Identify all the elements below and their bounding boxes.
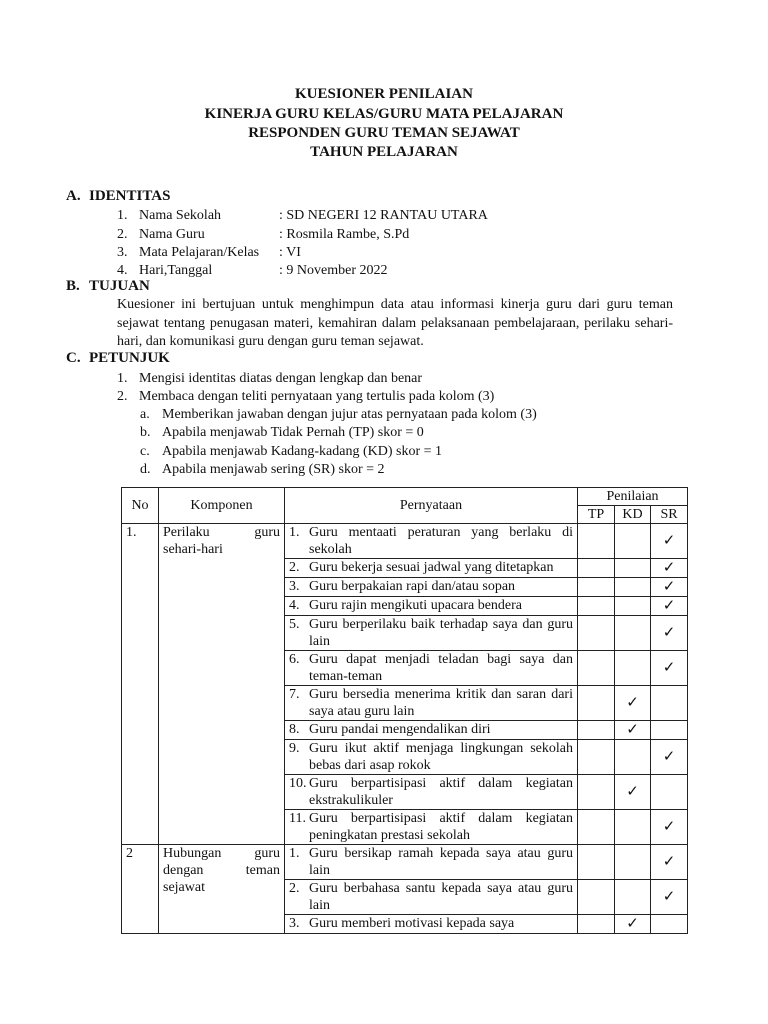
statement-text: Guru berpartisipasi aktif dalam kegiatan ekstrakulikuler	[309, 776, 573, 808]
score-cell-kd[interactable]	[615, 880, 651, 915]
pernyataan-cell	[285, 686, 578, 721]
score-cell-sr[interactable]	[651, 651, 688, 686]
petunjuk-item: 2. Membaca dengan teliti pernyataan yang tertulis pada kolom (3)	[117, 389, 495, 404]
statement-number: 9.	[289, 741, 300, 756]
score-cell-kd[interactable]	[615, 597, 651, 616]
score-cell-sr[interactable]	[651, 616, 688, 651]
doc-title-line-2: KINERJA GURU KELAS/GURU MATA PELAJARAN	[204, 106, 564, 122]
questionnaire-body	[122, 524, 688, 934]
score-cell-tp[interactable]	[578, 721, 615, 740]
score-cell-tp[interactable]	[578, 686, 615, 721]
statement-number: 3.	[289, 579, 300, 594]
score-cell-kd[interactable]	[615, 915, 651, 934]
identitas-item: 4. Hari,Tanggal : 9 November 2022	[117, 263, 388, 278]
score-cell-kd[interactable]	[615, 616, 651, 651]
score-cell-tp[interactable]	[578, 597, 615, 616]
statement-text: Guru memberi motivasi kepada saya	[309, 916, 515, 931]
score-cell-sr[interactable]	[651, 845, 688, 880]
statement-text: Guru bekerja sesuai jadwal yang ditetapkan	[309, 560, 554, 575]
checkmark-icon: ✓	[662, 747, 676, 765]
petunjuk-item: 1. Mengisi identitas diatas dengan lengkap dan benar	[117, 371, 423, 386]
pernyataan-cell	[285, 880, 578, 915]
statement-text: Guru mentaati peraturan yang berlaku di sekolah	[309, 525, 573, 557]
statement-text: Guru pandai mengendalikan diri	[309, 722, 491, 737]
statement-text: Guru berpartisipasi aktif dalam kegiatan peningkatan prestasi sekolah	[309, 811, 573, 843]
score-cell-tp[interactable]	[578, 740, 615, 775]
identitas-item: 2. Nama Guru : Rosmila Rambe, S.Pd	[117, 227, 410, 242]
score-cell-tp[interactable]	[578, 810, 615, 845]
doc-title-line-1: KUESIONER PENILAIAN	[295, 86, 473, 102]
pernyataan-cell	[285, 578, 578, 597]
header-no: No	[122, 488, 159, 524]
statement-number: 8.	[289, 722, 300, 737]
statement-text: Guru berbahasa santu kepada saya atau guru lain	[309, 881, 573, 913]
score-cell-tp[interactable]	[578, 845, 615, 880]
checkmark-icon: ✓	[662, 558, 676, 576]
score-cell-sr[interactable]	[651, 578, 688, 597]
statement-text: Guru rajin mengikuti upacara bendera	[309, 598, 523, 613]
petunjuk-subitem: a. Memberikan jawaban dengan jujur atas pernyataan pada kolom (3)	[140, 407, 537, 422]
score-cell-sr[interactable]	[651, 775, 688, 810]
checkmark-icon: ✓	[626, 782, 639, 800]
statement-number: 4.	[289, 598, 300, 613]
pernyataan-cell	[285, 616, 578, 651]
pernyataan-cell	[285, 524, 578, 559]
score-cell-kd[interactable]	[615, 651, 651, 686]
statement-number: 5.	[289, 617, 300, 632]
score-cell-sr[interactable]	[651, 810, 688, 845]
score-cell-kd[interactable]	[615, 578, 651, 597]
pernyataan-cell	[285, 721, 578, 740]
statement-number: 10.	[289, 776, 307, 791]
pernyataan-cell	[285, 651, 578, 686]
petunjuk-subitem: c. Apabila menjawab Kadang-kadang (KD) skor = 1	[140, 444, 443, 459]
pernyataan-cell	[285, 740, 578, 775]
komponen-cell: Hubungan guru dengan teman sejawat	[159, 845, 285, 934]
checkmark-icon: ✓	[662, 852, 676, 870]
score-cell-tp[interactable]	[578, 616, 615, 651]
checkmark-icon: ✓	[662, 596, 676, 614]
pernyataan-cell	[285, 915, 578, 934]
score-cell-sr[interactable]	[651, 740, 688, 775]
checkmark-icon: ✓	[662, 658, 676, 676]
statement-number: 2.	[289, 560, 300, 575]
row-number: 2	[122, 845, 159, 934]
score-cell-kd[interactable]	[615, 524, 651, 559]
statement-number: 6.	[289, 652, 300, 667]
pernyataan-cell	[285, 775, 578, 810]
score-cell-sr[interactable]	[651, 686, 688, 721]
checkmark-icon: ✓	[662, 531, 676, 549]
score-cell-kd[interactable]	[615, 686, 651, 721]
section-petunjuk-heading: C. PETUNJUK	[66, 350, 170, 366]
score-cell-sr[interactable]	[651, 721, 688, 740]
doc-title-line-3: RESPONDEN GURU TEMAN SEJAWAT	[248, 125, 520, 141]
identitas-item: 3. Mata Pelajaran/Kelas : VI	[117, 245, 301, 260]
score-cell-sr[interactable]	[651, 915, 688, 934]
pernyataan-cell	[285, 597, 578, 616]
table-row	[122, 845, 688, 880]
statement-number: 1.	[289, 846, 300, 861]
header-kd: KD	[615, 506, 651, 524]
pernyataan-cell	[285, 559, 578, 578]
row-number: 1.	[122, 524, 159, 845]
statement-number: 2.	[289, 881, 300, 896]
statement-text: Guru bersedia menerima kritik dan saran dari saya atau guru lain	[309, 687, 573, 719]
statement-text: Guru berperilaku baik terhadap saya dan guru lain	[309, 617, 573, 649]
identitas-item: 1. Nama Sekolah : SD NEGERI 12 RANTAU UTARA	[117, 208, 488, 223]
petunjuk-subitem: d. Apabila menjawab sering (SR) skor = 2	[140, 462, 385, 477]
doc-title-line-4: TAHUN PELAJARAN	[310, 144, 458, 160]
header-komponen: Komponen	[159, 488, 285, 524]
checkmark-icon: ✓	[662, 887, 676, 905]
score-cell-tp[interactable]	[578, 578, 615, 597]
score-cell-kd[interactable]	[615, 775, 651, 810]
statement-number: 1.	[289, 525, 300, 540]
score-cell-tp[interactable]	[578, 524, 615, 559]
statement-text: Guru ikut aktif menjaga lingkungan sekolah bebas dari asap rokok	[309, 741, 573, 773]
statement-number: 11.	[289, 811, 306, 826]
section-tujuan-heading: B. TUJUAN	[66, 278, 150, 294]
table-row	[122, 524, 688, 559]
score-cell-kd[interactable]	[615, 810, 651, 845]
score-cell-kd[interactable]	[615, 721, 651, 740]
header-penilaian: Penilaian	[578, 488, 688, 506]
statement-text: Guru berpakaian rapi dan/atau sopan	[309, 579, 516, 594]
checkmark-icon: ✓	[662, 577, 676, 595]
score-cell-sr[interactable]	[651, 559, 688, 578]
score-cell-kd[interactable]	[615, 559, 651, 578]
tujuan-paragraph: Kuesioner ini bertujuan untuk menghimpun data atau informasi kinerja guru dari guru teman sejawat tentang penugasan materi, kemahiran dalam pelaksanaan pembelajaraan, perilaku sehari-hari, dan komunikasi guru dengan guru teman sejawat.	[117, 297, 673, 349]
header-tp: TP	[578, 506, 615, 524]
header-pernyataan: Pernyataan	[285, 488, 578, 524]
score-cell-kd[interactable]	[615, 845, 651, 880]
header-sr: SR	[651, 506, 688, 524]
score-cell-sr[interactable]	[651, 880, 688, 915]
statement-text: Guru bersikap ramah kepada saya atau guru lain	[309, 846, 573, 878]
checkmark-icon: ✓	[626, 720, 639, 738]
section-identitas-heading: A. IDENTITAS	[66, 188, 171, 204]
checkmark-icon: ✓	[626, 914, 639, 932]
pernyataan-cell	[285, 845, 578, 880]
statement-text: Guru dapat menjadi teladan bagi saya dan teman-teman	[309, 652, 573, 684]
checkmark-icon: ✓	[662, 623, 676, 641]
questionnaire-table	[121, 487, 688, 934]
pernyataan-cell	[285, 810, 578, 845]
komponen-cell: Perilaku guru sehari-hari	[159, 524, 285, 845]
score-cell-tp[interactable]	[578, 559, 615, 578]
petunjuk-subitem: b. Apabila menjawab Tidak Pernah (TP) skor = 0	[140, 425, 424, 440]
checkmark-icon: ✓	[626, 693, 639, 711]
score-cell-tp[interactable]	[578, 880, 615, 915]
score-cell-kd[interactable]	[615, 740, 651, 775]
score-cell-sr[interactable]	[651, 524, 688, 559]
statement-number: 3.	[289, 916, 300, 931]
score-cell-tp[interactable]	[578, 775, 615, 810]
score-cell-tp[interactable]	[578, 651, 615, 686]
checkmark-icon: ✓	[662, 817, 676, 835]
score-cell-tp[interactable]	[578, 915, 615, 934]
statement-number: 7.	[289, 687, 300, 702]
score-cell-sr[interactable]	[651, 597, 688, 616]
